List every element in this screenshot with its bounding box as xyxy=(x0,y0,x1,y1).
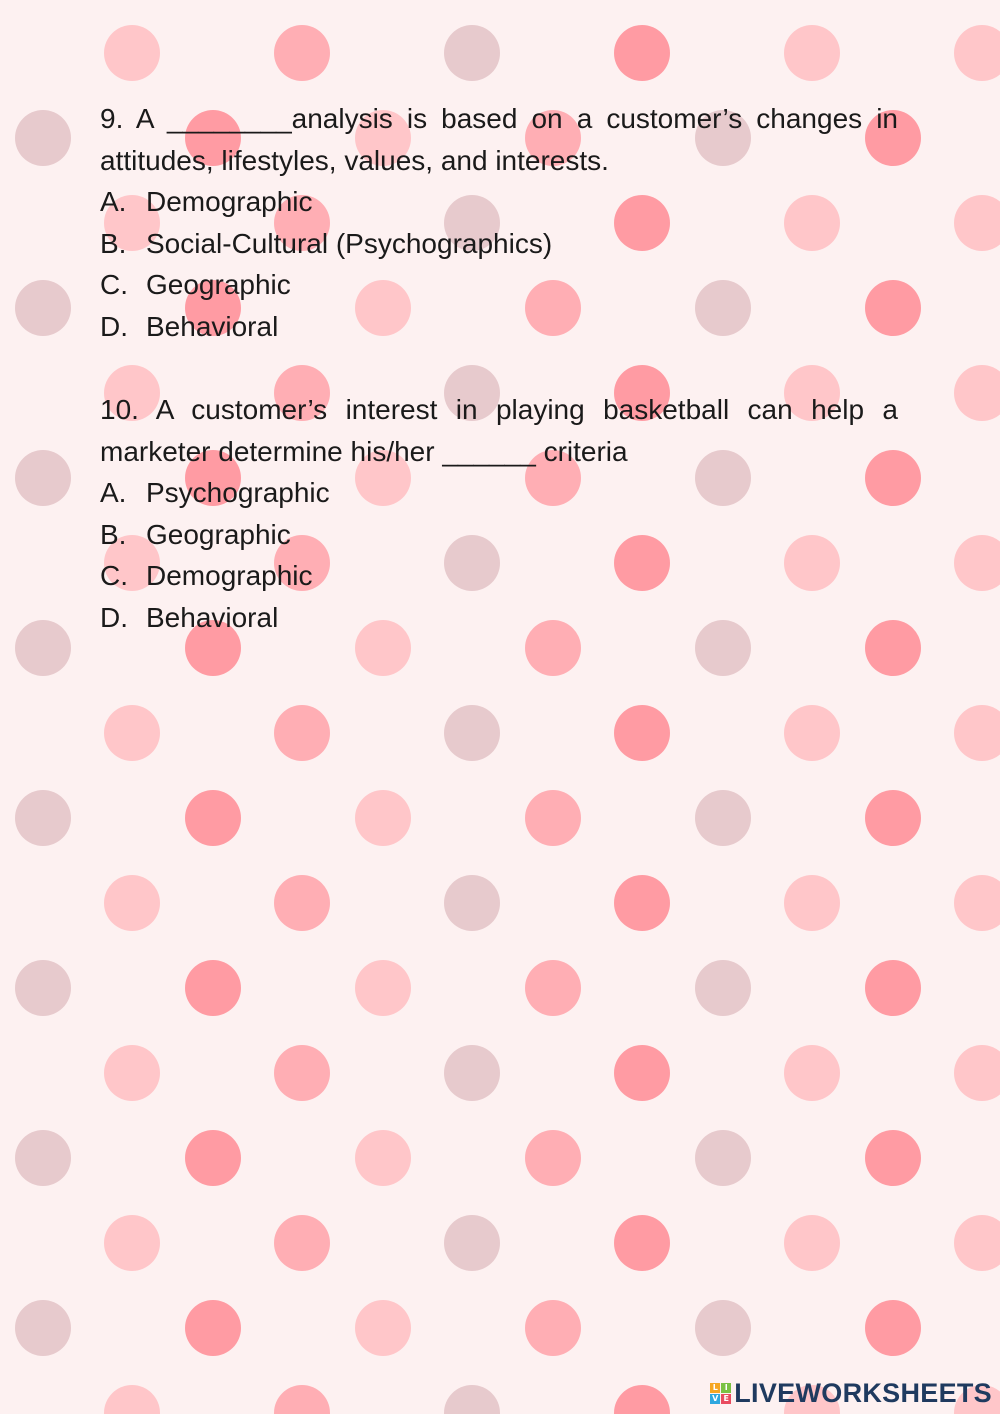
polka-dot xyxy=(695,790,751,846)
liveworksheets-logo xyxy=(710,1378,992,1409)
polka-dot xyxy=(444,875,500,931)
option-b[interactable] xyxy=(100,514,898,556)
option-a[interactable] xyxy=(100,472,898,514)
logo-letter-v: V xyxy=(712,1394,719,1403)
polka-dot xyxy=(15,1300,71,1356)
polka-dot xyxy=(444,1385,500,1414)
option-d[interactable] xyxy=(100,306,898,348)
polka-dot xyxy=(15,1130,71,1186)
polka-dot xyxy=(185,1130,241,1186)
polka-dot xyxy=(954,365,1000,421)
polka-dot xyxy=(444,705,500,761)
polka-dot xyxy=(784,25,840,81)
polka-dot xyxy=(274,1045,330,1101)
logo-letter-l: L xyxy=(710,1383,720,1393)
polka-dot xyxy=(954,535,1000,591)
option-text: Demographic xyxy=(146,186,313,217)
polka-dot xyxy=(614,705,670,761)
question-text: 9. A ________analysis is based on a customer’s changes in attitudes, lifestyles, values, and interests. xyxy=(100,103,898,176)
polka-dot xyxy=(104,875,160,931)
polka-dot xyxy=(695,1130,751,1186)
polka-dot xyxy=(104,1045,160,1101)
option-a[interactable] xyxy=(100,181,898,223)
polka-dot xyxy=(865,1130,921,1186)
polka-dot xyxy=(104,705,160,761)
logo-letter-i: I xyxy=(721,1383,731,1393)
polka-dot xyxy=(444,25,500,81)
polka-dot xyxy=(865,1300,921,1356)
polka-dot xyxy=(185,790,241,846)
logo-letter-e: E xyxy=(721,1394,731,1404)
answer-options xyxy=(100,181,898,347)
polka-dot xyxy=(695,1300,751,1356)
answer-options xyxy=(100,472,898,638)
polka-dot xyxy=(614,1045,670,1101)
polka-dot xyxy=(525,1300,581,1356)
option-letter: C. xyxy=(100,269,128,300)
polka-dot xyxy=(525,960,581,1016)
polka-dot xyxy=(614,25,670,81)
polka-dot xyxy=(444,1215,500,1271)
polka-dot xyxy=(274,25,330,81)
option-text: Demographic xyxy=(146,560,313,591)
option-letter: B. xyxy=(100,518,127,550)
polka-dot xyxy=(274,705,330,761)
polka-dot xyxy=(274,875,330,931)
polka-dot xyxy=(15,960,71,1016)
polka-dot xyxy=(15,620,71,676)
polka-dot xyxy=(185,960,241,1016)
option-letter: C. xyxy=(100,560,128,591)
polka-dot xyxy=(784,1215,840,1271)
question-text: 10. A customer’s interest in playing basketball can help a marketer determine his/her ______ criteria xyxy=(100,394,898,467)
polka-dot xyxy=(865,960,921,1016)
polka-dot xyxy=(15,110,71,166)
option-letter: D. xyxy=(100,601,128,633)
option-letter: A. xyxy=(100,477,127,508)
option-letter: D. xyxy=(100,310,128,342)
option-text: Behavioral xyxy=(146,310,279,342)
polka-dot xyxy=(15,450,71,506)
polka-dot xyxy=(15,280,71,336)
polka-dot xyxy=(954,195,1000,251)
logo-mark-icon xyxy=(710,1383,731,1404)
option-letter: A. xyxy=(100,186,127,217)
option-b[interactable] xyxy=(100,223,898,265)
option-letter: B. xyxy=(100,227,127,259)
option-text: Social-Cultural (Psychographics) xyxy=(146,227,553,259)
logo-text: LIVEWORKSHEETS xyxy=(734,1378,992,1408)
option-c[interactable] xyxy=(100,264,898,306)
polka-dot xyxy=(784,705,840,761)
polka-dot xyxy=(614,1385,670,1414)
option-c[interactable] xyxy=(100,555,898,597)
polka-dot xyxy=(444,1045,500,1101)
option-text: Geographic xyxy=(146,269,291,300)
polka-dot xyxy=(104,1385,160,1414)
polka-dot xyxy=(355,1130,411,1186)
polka-dot xyxy=(954,875,1000,931)
polka-dot xyxy=(355,1300,411,1356)
option-d[interactable] xyxy=(100,597,898,639)
polka-dot xyxy=(525,1130,581,1186)
polka-dot xyxy=(355,960,411,1016)
polka-dot xyxy=(274,1385,330,1414)
polka-dot xyxy=(954,705,1000,761)
polka-dot xyxy=(274,1215,330,1271)
option-text: Geographic xyxy=(146,518,291,550)
polka-dot xyxy=(784,875,840,931)
polka-dot xyxy=(865,790,921,846)
option-text: Psychographic xyxy=(146,477,330,508)
question-9 xyxy=(100,98,898,347)
polka-dot xyxy=(525,790,581,846)
polka-dot xyxy=(954,1045,1000,1101)
polka-dot xyxy=(355,790,411,846)
polka-dot xyxy=(784,1045,840,1101)
polka-dot xyxy=(185,1300,241,1356)
polka-dot xyxy=(104,1215,160,1271)
polka-dot xyxy=(104,25,160,81)
polka-dot xyxy=(614,875,670,931)
polka-dot xyxy=(954,1215,1000,1271)
polka-dot xyxy=(695,960,751,1016)
worksheet-content xyxy=(100,98,898,638)
polka-dot xyxy=(614,1215,670,1271)
question-10 xyxy=(100,389,898,638)
polka-dot xyxy=(15,790,71,846)
polka-dot xyxy=(954,25,1000,81)
option-text: Behavioral xyxy=(146,601,279,633)
